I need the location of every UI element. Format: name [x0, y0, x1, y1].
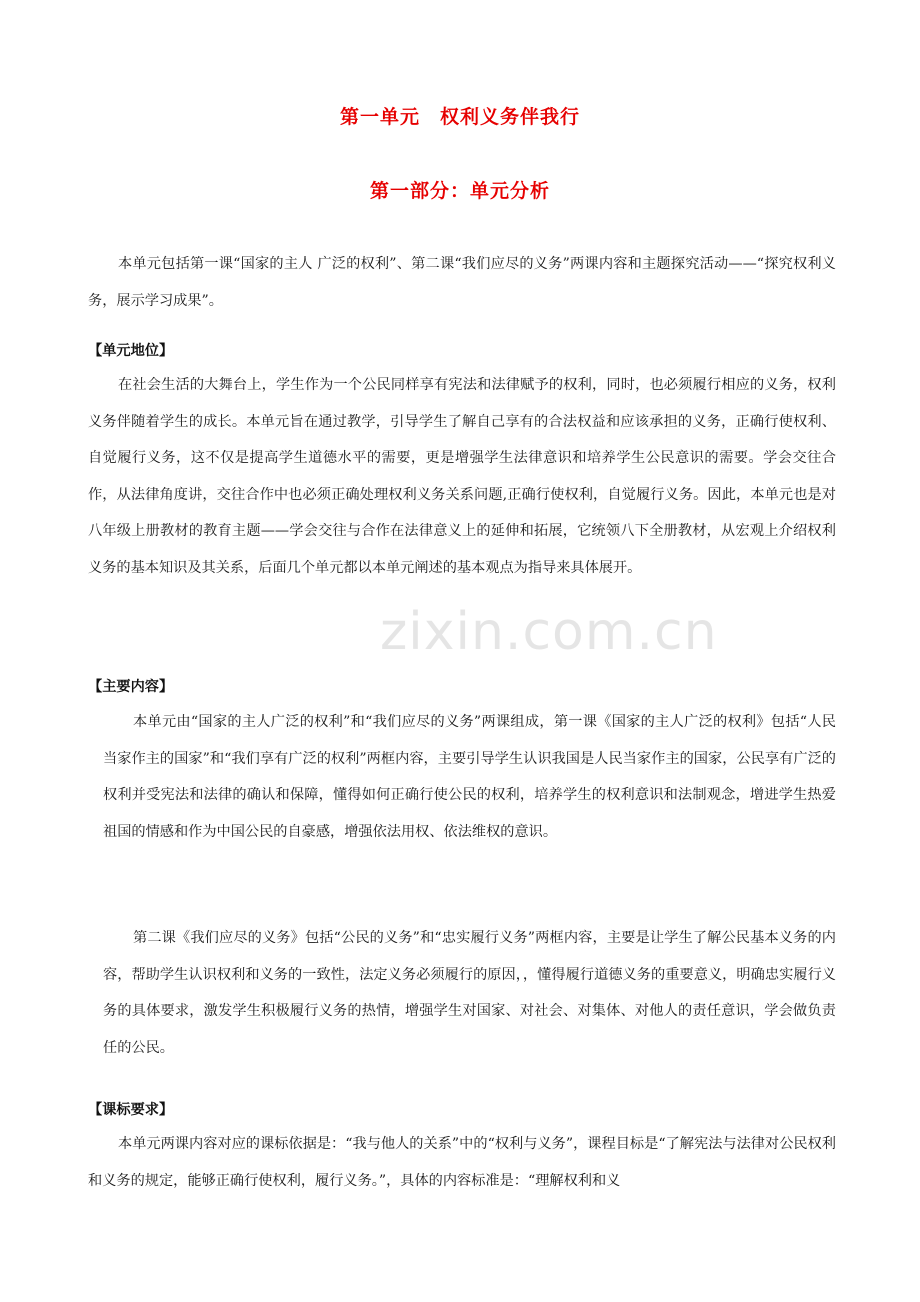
- main-content-paragraph-1: 本单元由“国家的主人广泛的权利”和“我们应尽的义务”两课组成，第一课《国家的主人广泛的权利》包括“人民当家作主的国家”和“我们享有广泛的权利”两框内容，主要引导学生认识我国是人民当家作主的国家，公民享有广泛的权利并受宪法和法律的确认和保障，懂得如何正确行使公民的权利，培养学生的权利意识和法制观念，增进学生热爱祖国的情感和作为中国公民的自豪感，增强依法用权、依法维权的意识。: [103, 714, 836, 840]
- section-heading-curriculum-requirements: 【课标要求】: [88, 1102, 174, 1118]
- section-heading-unit-position: 【单元地位】: [88, 343, 174, 359]
- part-title: 第一部分：单元分析: [369, 180, 550, 202]
- unit-position-paragraph: 在社会生活的大舞台上，学生作为一个公民同样享有宪法和法律赋予的权利，同时，也必须履行相应的义务，权利义务伴随着学生的成长。本单元旨在通过教学，引导学生了解自己享有的合法权益和应该承担的义务，正确行使权利、自觉履行义务，这不仅是提高学生道德水平的需要，更是增强学生法律意识和培养学生公民意识的需要。学会交往合作，从法律角度讲，交往合作中也必须正确处理权利义务关系问题,正确行使权利，自觉履行义务。因此，本单元也是对八年级上册教材的教育主题——学会交往与合作在法律意义上的延伸和拓展，它统领八下全册教材，从宏观上介绍权利义务的基本知识及其关系，后面几个单元都以本单元阐述的基本观点为指导来具体展开。: [88, 377, 836, 576]
- unit-title: 第一单元 权利义务伴我行: [339, 106, 580, 128]
- site-watermark: zixin.com.cn: [380, 602, 718, 662]
- section-heading-main-content: 【主要内容】: [88, 679, 174, 695]
- intro-paragraph: 本单元包括第一课“国家的主人 广泛的权利”、第二课“我们应尽的义务”两课内容和主题探究活动——“探究权利义务，展示学习成果”。: [88, 256, 836, 309]
- main-content-paragraph-2: 第二课《我们应尽的义务》包括“公民的义务”和“忠实履行义务”两框内容，主要是让学生了解公民基本义务的内容，帮助学生认识权利和义务的一致性，法定义务必须履行的原因，，懂得履行道德义务的重要意义，明确忠实履行义务的具体要求，激发学生积极履行义务的热情，增强学生对国家、对社会、对集体、对他人的责任意识，学会做负责任的公民。: [103, 930, 836, 1056]
- curriculum-requirements-paragraph: 本单元两课内容对应的课标依据是：“我与他人的关系”中的“权利与义务”，课程目标是“了解宪法与法律对公民权利和义务的规定，能够正确行使权利，履行义务。”，具体的内容标准是：“理解权利和义: [88, 1136, 836, 1189]
